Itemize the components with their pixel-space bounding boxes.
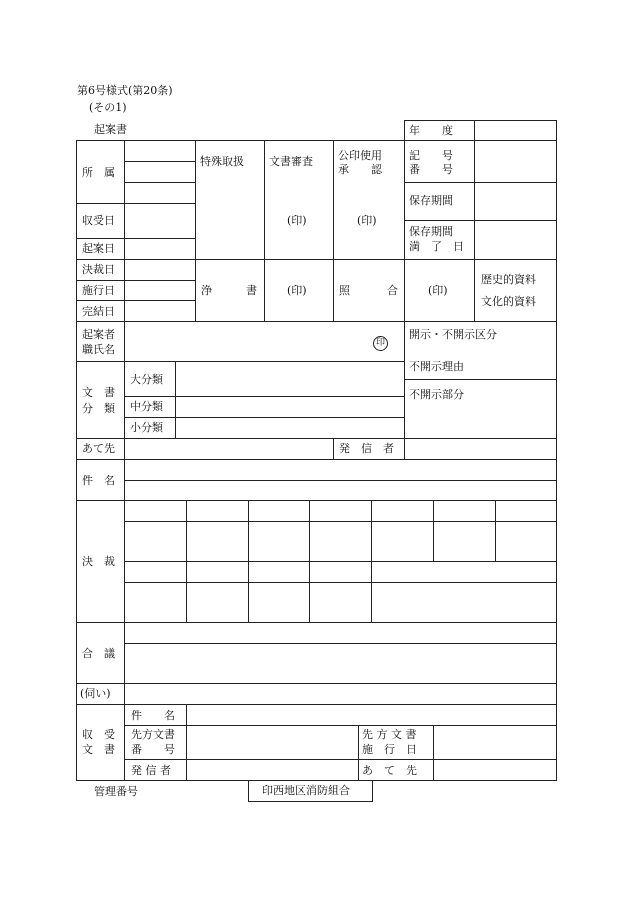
shogo-seal: (印)	[428, 284, 448, 297]
manryo-label-2: 満 了 日	[409, 240, 464, 253]
shuju-label-2: 文 書	[82, 743, 115, 756]
kenmei-label: 件 名	[82, 474, 115, 487]
sub-number: (その1)	[89, 101, 127, 114]
kiansha-label-1: 起案者	[82, 328, 115, 341]
koin-label-1: 公印使用	[338, 149, 382, 162]
shobunrui-label: 小分類	[130, 421, 163, 434]
bunsho-bunrui-label-1: 文 書	[82, 386, 115, 399]
kanketsubi-label: 完結日	[82, 305, 115, 318]
josho-label-2: 書	[246, 284, 257, 297]
tokushu-label: 特殊取扱	[200, 155, 244, 168]
shinsa-seal: (印)	[287, 214, 307, 227]
shogo-label-2: 合	[387, 284, 398, 297]
kianbi-label: 起案日	[82, 242, 115, 255]
atesaki-label: あて先	[82, 442, 115, 455]
kigo-label-2: 番 号	[409, 163, 453, 176]
fukaiji-riyu-label: 不開示理由	[409, 360, 464, 373]
shuju-label-1: 収 受	[82, 728, 115, 741]
bunka-label: 文化的資料	[481, 295, 536, 308]
kessaibi-label: 決裁日	[82, 263, 115, 276]
kigo-label-1: 記 号	[409, 149, 453, 162]
shikobi-label: 施行日	[82, 284, 115, 297]
ukagai-label: (伺い)	[80, 687, 111, 700]
fukaiji-bubun-label: 不開示部分	[409, 388, 464, 401]
kanri-bango-label: 管理番号	[94, 785, 138, 798]
kiansha-label-2: 職氏名	[82, 343, 115, 356]
doc-title: 起案書	[94, 123, 127, 136]
daibunrui-label: 大分類	[130, 373, 163, 386]
bunsho-bunrui-label-2: 分 類	[82, 402, 115, 415]
kiansha-seal: 印	[373, 336, 388, 351]
koin-seal: (印)	[357, 214, 377, 227]
form-number: 第6号様式(第20条)	[77, 84, 173, 97]
bunsho-shinsa-label: 文書審査	[269, 155, 313, 168]
r-hasshin-label: 発 信 者	[131, 764, 171, 777]
kaiji-label: 開示・不開示区分	[409, 328, 497, 341]
shogo-label-1: 照	[339, 284, 350, 297]
r-sakigata2-label-1: 先 方 文 書	[362, 728, 417, 741]
r-sakigata2-label-2: 施 行 日	[362, 743, 417, 756]
r-kenmei-label: 件 名	[131, 709, 175, 722]
koin-label-2: 承 認	[338, 163, 382, 176]
r-atesaki-label: あ て 先	[362, 764, 417, 777]
gigi-label: 合 議	[82, 647, 115, 660]
hasshinsha-label: 発 信 者	[339, 442, 394, 455]
r-sakigata-label-2: 番 号	[131, 743, 175, 756]
rekishi-label: 歴史的資料	[481, 273, 536, 286]
organization-name: 印西地区消防組合	[262, 784, 350, 797]
chubunrui-label: 中分類	[130, 400, 163, 413]
josho-label-1: 浄	[201, 284, 212, 297]
shujubi-label: 収受日	[82, 214, 115, 227]
manryo-label-1: 保存期間	[409, 225, 453, 238]
shozoku-label: 所 属	[82, 166, 115, 179]
hozon-label: 保存期間	[409, 194, 453, 207]
josho-seal: (印)	[287, 284, 307, 297]
kessai-label: 決 裁	[82, 555, 115, 568]
r-sakigata-label-1: 先方文書	[131, 728, 175, 741]
nendo-label: 年 度	[409, 124, 453, 137]
